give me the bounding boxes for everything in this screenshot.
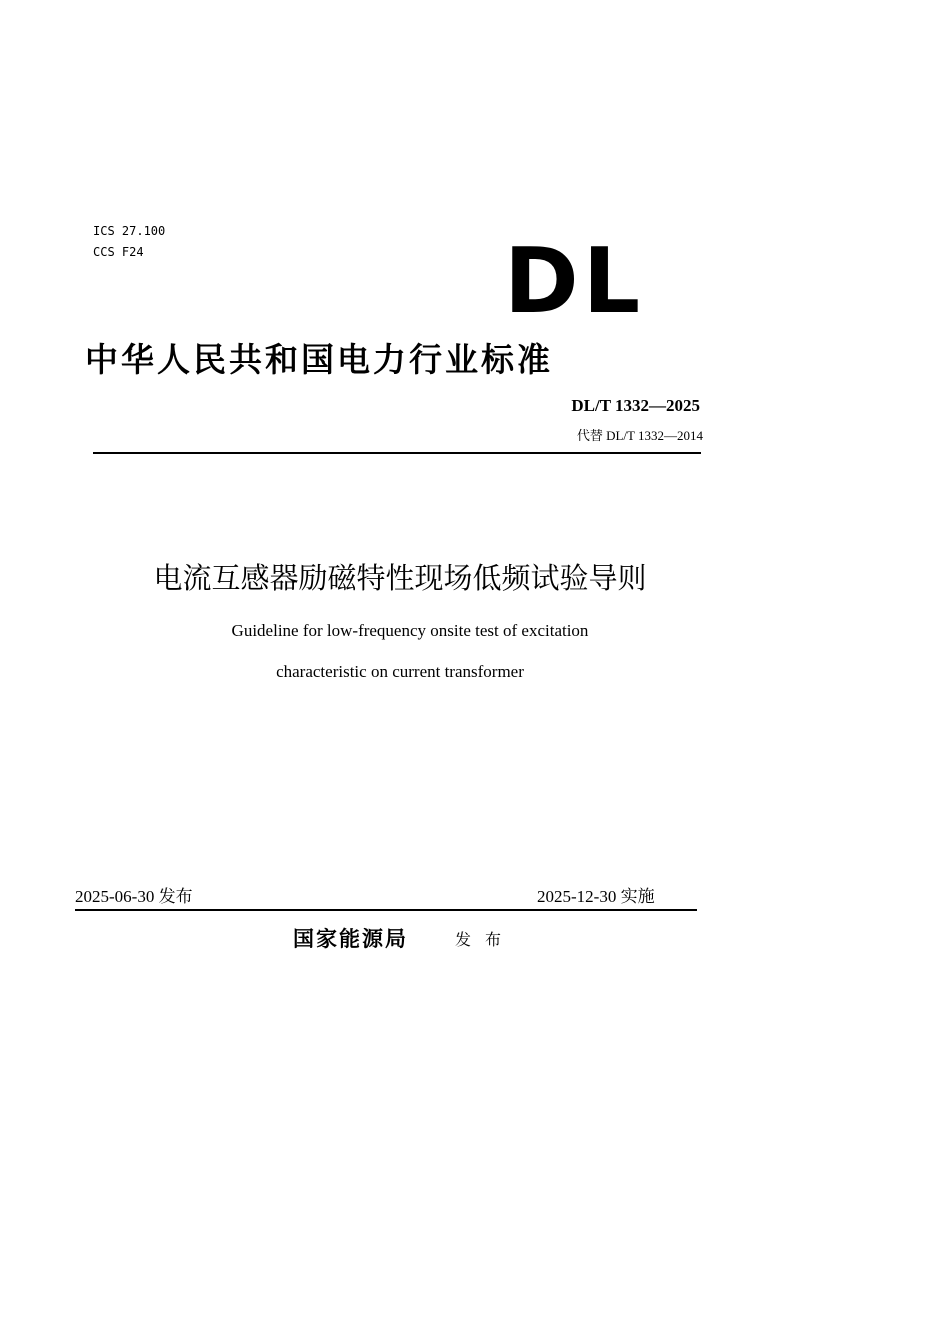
replaces-standard: 代替 DL/T 1332—2014 <box>576 428 703 443</box>
header-divider <box>93 452 701 454</box>
implementation-date: 2025-12-30 实施 <box>537 887 655 906</box>
footer-divider <box>75 909 697 911</box>
document-title-cn: 电流互感器励磁特性现场低频试验导则 <box>153 561 647 595</box>
dl-logo: DL <box>504 229 645 334</box>
document-title-en-line1: Guideline for low-frequency onsite test of excitation <box>231 621 589 640</box>
ics-code: ICS 27.100 <box>93 224 166 238</box>
publisher-name: 国家能源局 <box>293 927 408 951</box>
issue-date: 2025-06-30 发布 <box>75 887 193 906</box>
industry-standard-heading: 中华人民共和国电力行业标准 <box>85 340 553 379</box>
publisher-verb: 发布 <box>455 930 516 949</box>
standard-number: DL/T 1332—2025 <box>571 396 700 415</box>
document-title-en-line2: characteristic on current transformer <box>276 662 524 681</box>
ccs-code: CCS F24 <box>93 245 144 259</box>
